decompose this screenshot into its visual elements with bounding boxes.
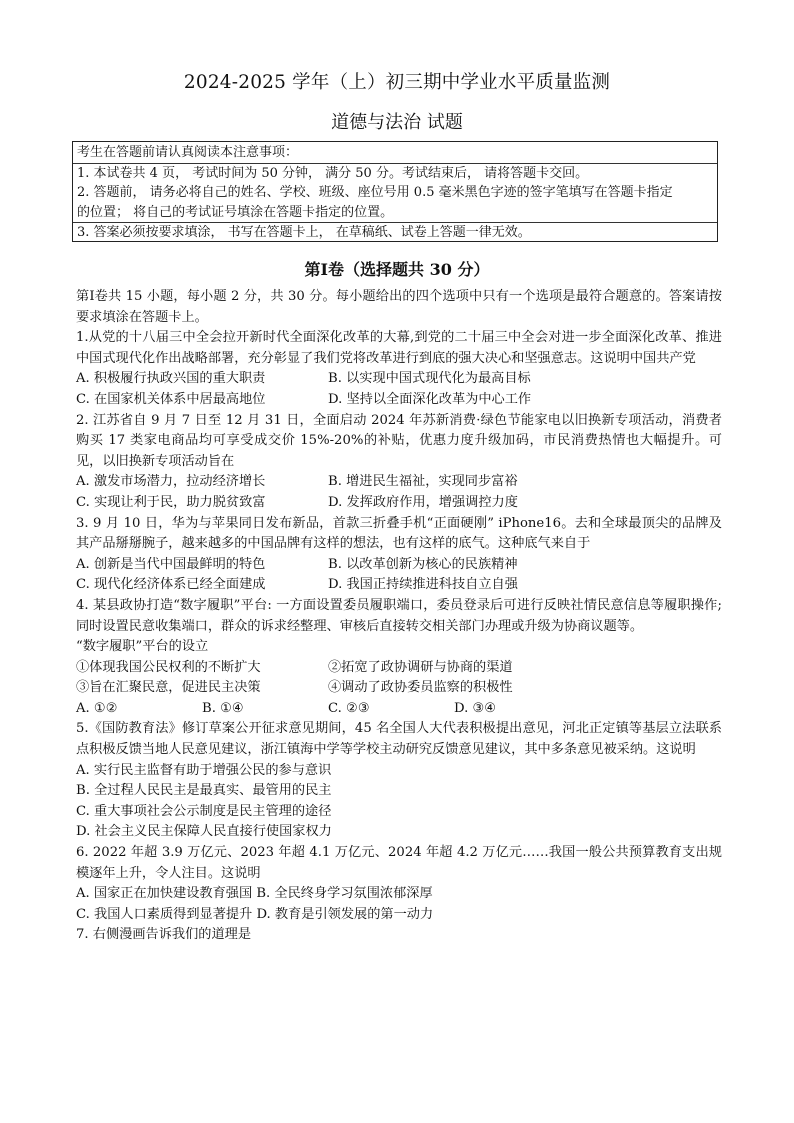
- option-b[interactable]: B. ①④: [202, 700, 244, 716]
- question-6-stem: 6. 2022 年超 3.9 万亿元、2023 年超 4.1 万亿元、2024 年超 4.2 万亿元……我国一般公共预算教育支出规模逐年上升，令人注目。这说明: [76, 845, 722, 881]
- exam-title: 2024-2025 学年（上）初三期中学业水平质量监测: [183, 72, 611, 93]
- exam-subtitle: 道德与法治 试题: [331, 112, 463, 133]
- notice-heading: 考生在答题前请认真阅读本注意事项：: [77, 145, 299, 160]
- option-a[interactable]: A. 积极履行执政兴国的重大职责: [76, 371, 266, 387]
- question-1-options-row: [76, 369, 722, 390]
- question-6-options-cd[interactable]: C. 我国人口素质得到显著提升 D. 教育是引领发展的第一动力: [76, 906, 434, 922]
- statement-3: ③旨在汇聚民意，促进民主决策: [76, 680, 261, 696]
- question-4-options-row: [76, 699, 722, 720]
- question-3-stem: 3. 9 月 10 日，华为与苹果同日发布新品，首款三折叠手机“正面硬刚” iPhone16。去和全球最顶尖的品牌及其产品掰掰腕子，越来越多的中国品牌有这样的想法，也有这样的底气。这种底气来自于: [76, 515, 722, 552]
- question-4-stem: 4. 某县政协打造“数字履职”平台: 一方面设置委员履职端口，委员登录后可进行反映社情民意信息等履职操作; 同时设置民意收集端口，群众的诉求经整理、审核后直接转交相关部门办理或升级为协商议题等。: [76, 597, 722, 634]
- option-d[interactable]: D. 发挥政府作用，增强调控力度: [328, 494, 518, 510]
- question-6-options-ab[interactable]: A. 国家正在加快建设教育强国 B. 全民终身学习氛围浓郁深厚: [76, 886, 433, 902]
- statement-1: ①体现我国公民权利的不断扩大: [76, 659, 261, 675]
- option-c[interactable]: C. ②③: [328, 700, 370, 716]
- statement-4: ④调动了政协委员监察的积极性: [328, 680, 513, 696]
- question-4-statements-row: [76, 658, 722, 679]
- question-4-statements-row: [76, 678, 722, 699]
- question-2-stem: 2. 江苏省自 9 月 7 日至 12 月 31 日，全面启动 2024 年苏新消费·绿色节能家电以旧换新专项活动，消费者购买 17 类家电商品均可享受成交价 15%-20%的补贴，优惠力度升级加码，市民消费热情也大幅提升。可见，以旧换新专项活动旨在: [76, 412, 722, 469]
- option-d[interactable]: D. 我国正持续推进科技自立自强: [328, 577, 518, 593]
- option-a[interactable]: A. 实行民主监督有助于增强公民的参与意识: [76, 762, 332, 778]
- option-a[interactable]: A. 激发市场潜力，拉动经济增长: [76, 474, 266, 490]
- question-3-options-row: [76, 555, 722, 576]
- question-2-options-row: [76, 472, 722, 493]
- option-a[interactable]: A. 创新是当代中国最鲜明的特色: [76, 556, 266, 572]
- option-b[interactable]: B. 全过程人民民主是最真实、最管用的民主: [76, 783, 332, 799]
- notice-box: [72, 141, 718, 242]
- question-1-options-row: [76, 390, 722, 411]
- notice-line-2b: 的位置； 将自己的考试证号填涂在答题卡指定的位置。: [77, 204, 394, 220]
- notice-line-3: 3. 答案必须按要求填涂， 书写在答题卡上， 在草稿纸、试卷上答题一律无效。: [77, 225, 531, 241]
- option-a[interactable]: A. ①②: [76, 700, 118, 716]
- instructions: 第Ⅰ卷共 15 小题，每小题 2 分，共 30 分。每小题给出的四个选项中只有一个选项是最符合题意的。答案请按要求填涂在答题卡上。: [76, 289, 722, 325]
- notice-line-2a: 2. 答题前， 请务必将自己的姓名、学校、班级、座位号用 0.5 毫米黑色字迹的签字笔填写在答题卡指定: [77, 185, 673, 201]
- option-c[interactable]: C. 重大事项社会公示制度是民主管理的途径: [76, 803, 332, 819]
- option-c[interactable]: C. 现代化经济体系已经全面建成: [76, 577, 266, 593]
- question-3-options-row: [76, 575, 722, 596]
- notice-line-1: 1. 本试卷共 4 页， 考试时间为 50 分钟， 满分 50 分。考试结束后， 请将答题卡交回。: [77, 165, 589, 181]
- option-c[interactable]: C. 在国家机关体系中居最高地位: [76, 391, 266, 407]
- option-b[interactable]: B. 增进民生福祉，实现同步富裕: [328, 474, 518, 490]
- question-4-stem-2: “数字履职”平台的设立: [76, 639, 209, 655]
- question-5-stem: 5.《国防教育法》修订草案公开征求意见期间，45 名全国人大代表积极提出意见，河北正定镇等基层立法联系点积极反馈当地人民意见建议，浙江镇海中学等学校主动研究反馈意见建议，其中多条意见被采纳。这说明: [76, 721, 722, 758]
- section-title: 第Ⅰ卷（选择题共 30 分）: [304, 260, 490, 279]
- question-2-options-row: [76, 493, 722, 514]
- question-7-stem: 7. 右侧漫画告诉我们的道理是: [76, 927, 252, 943]
- option-d[interactable]: D. 坚持以全面深化改革为中心工作: [328, 391, 532, 407]
- option-c[interactable]: C. 实现让利于民，助力脱贫致富: [76, 494, 266, 510]
- option-d[interactable]: D. ③④: [454, 700, 497, 716]
- option-b[interactable]: B. 以实现中国式现代化为最高目标: [328, 371, 531, 387]
- question-1-stem: 1.从党的十八届三中全会拉开新时代全面深化改革的大幕,到党的二十届三中全会对进一步全面深化改革、推进中国式现代化作出战略部署，充分彰显了我们党将改革进行到底的强大决心和坚强意志。这说明中国共产党: [76, 330, 722, 366]
- option-b[interactable]: B. 以改革创新为核心的民族精神: [328, 556, 518, 572]
- questions-body: [76, 287, 722, 946]
- statement-2: ②拓宽了政协调研与协商的渠道: [328, 659, 513, 675]
- option-d[interactable]: D. 社会主义民主保障人民直接行使国家权力: [76, 824, 332, 840]
